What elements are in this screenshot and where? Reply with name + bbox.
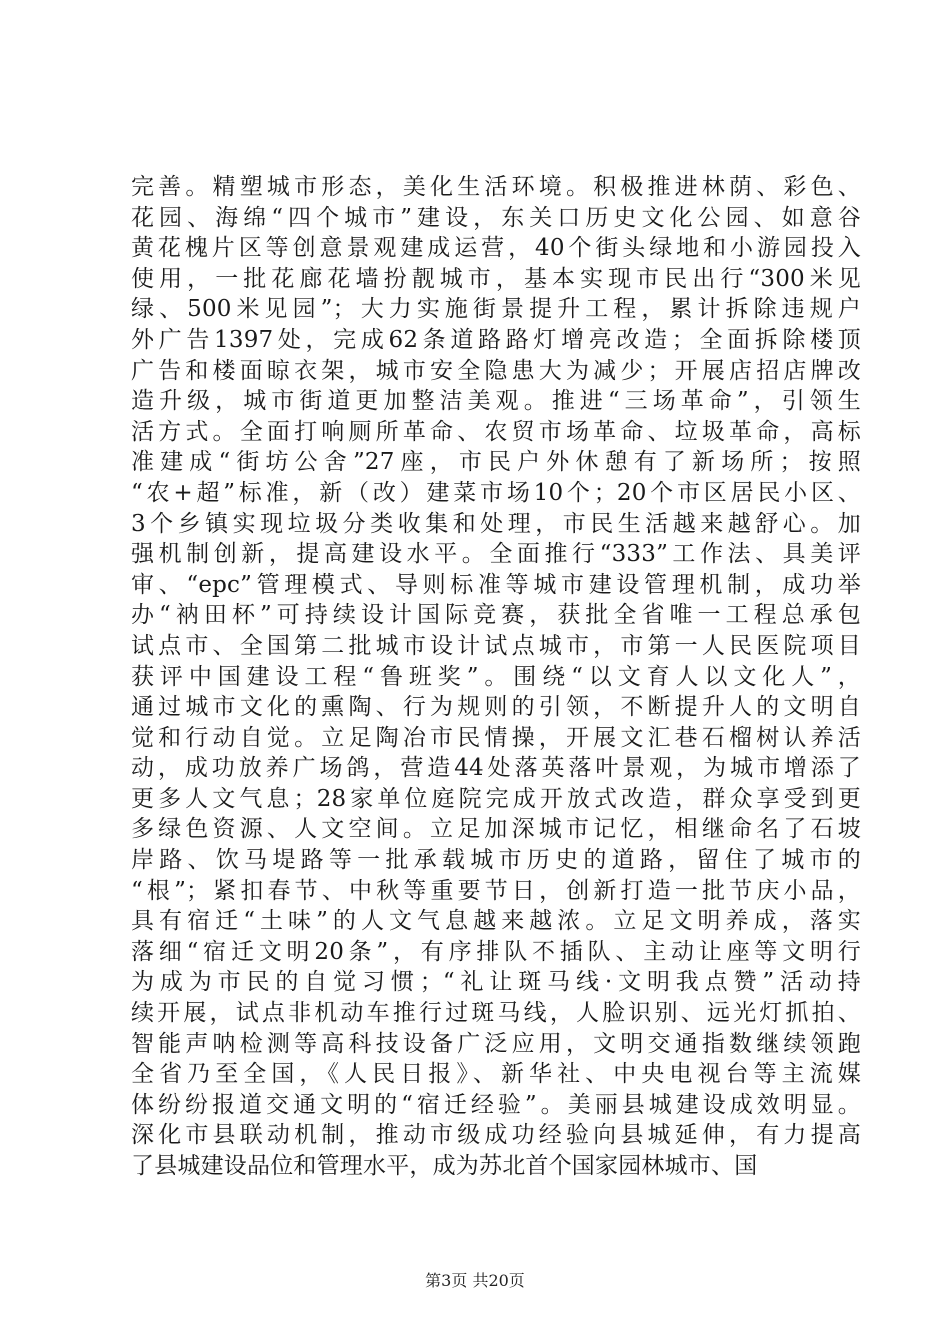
- text-line: 获评中国建设工程“鲁班奖”。围绕“以文育人以文化人”，: [131, 663, 861, 690]
- text-line: 多绿色资源、人文空间。立足加深城市记忆，相继命名了石坡: [131, 816, 861, 843]
- text-line: 试点市、全国第二批城市设计试点城市，市第一人民医院项目: [131, 632, 861, 659]
- text-line: 岸路、饮马堤路等一批承载城市历史的道路，留住了城市的: [131, 847, 861, 874]
- text-line: 智能声呐检测等高科技设备广泛应用，文明交通指数继续领跑: [131, 1030, 861, 1057]
- text-line: 绿、500米见园”；大力实施街景提升工程，累计拆除违规户: [131, 296, 861, 323]
- text-line: 使用，一批花廊花墙扮靓城市，基本实现市民出行“300米见: [131, 265, 861, 292]
- text-line: 活方式。全面打响厕所革命、农贸市场革命、垃圾革命，高标: [131, 418, 861, 445]
- text-line: 通过城市文化的熏陶、行为规则的引领，不断提升人的文明自: [131, 694, 861, 721]
- text-line: 准建成“街坊公舍”27座，市民户外休憩有了新场所；按照: [131, 449, 861, 476]
- page-number-footer: 第3页 共20页: [425, 1271, 525, 1290]
- text-line: 觉和行动自觉。立足陶冶市民情操，开展文汇巷石榴树认养活: [131, 724, 861, 751]
- text-line: 花园、海绵“四个城市”建设，东关口历史文化公园、如意谷: [131, 204, 861, 231]
- text-line: 3个乡镇实现垃圾分类收集和处理，市民生活越来越舒心。加: [131, 510, 861, 537]
- text-line: 具有宿迁“土味”的人文气息越来越浓。立足文明养成，落实: [131, 908, 861, 935]
- text-line: 审、“epc”管理模式、导则标准等城市建设管理机制，成功举: [131, 571, 861, 598]
- text-line: 全省乃至全国，《人民日报》、新华社、中央电视台等主流媒: [131, 1061, 861, 1088]
- text-line: 体纷纷报道交通文明的“宿迁经验”。美丽县城建设成效明显。: [131, 1091, 861, 1118]
- text-line: 落细“宿迁文明20条”，有序排队不插队、主动让座等文明行: [131, 938, 861, 965]
- text-line: 黄花槐片区等创意景观建成运营，40个街头绿地和小游园投入: [131, 235, 861, 262]
- text-line: 深化市县联动机制，推动市级成功经验向县城延伸，有力提高: [131, 1122, 861, 1149]
- text-line: 更多人文气息；28家单位庭院完成开放式改造，群众享受到更: [131, 785, 861, 812]
- text-line: 外广告1397处，完成62条道路路灯增亮改造；全面拆除楼顶: [131, 326, 861, 353]
- text-line: 办“衲田杯”可持续设计国际竞赛，获批全省唯一工程总承包: [131, 602, 861, 629]
- body-paragraph: [131, 172, 861, 1182]
- text-line: 续开展，试点非机动车推行过斑马线，人脸识别、远光灯抓拍、: [131, 1000, 861, 1027]
- text-line: 广告和楼面晾衣架，城市安全隐患大为减少；开展店招店牌改: [131, 357, 861, 384]
- text-line: 了县城建设品位和管理水平，成为苏北首个国家园林城市、国: [131, 1153, 758, 1179]
- text-line: 完善。精塑城市形态，美化生活环境。积极推进林荫、彩色、: [131, 174, 861, 200]
- text-line: “根”；紧扣春节、中秋等重要节日，创新打造一批节庆小品，: [131, 877, 861, 904]
- text-line: 动，成功放养广场鸽，营造44处落英落叶景观，为城市增添了: [131, 755, 861, 782]
- text-line: 强机制创新，提高建设水平。全面推行“333”工作法、具美评: [131, 541, 861, 568]
- text-line: 为成为市民的自觉习惯；“礼让斑马线·文明我点赞”活动持: [131, 969, 861, 996]
- text-line: “农+超”标准，新（改）建菜市场10个；20个市区居民小区、: [131, 479, 861, 506]
- text-line: 造升级，城市街道更加整洁美观。推进“三场革命”，引领生: [131, 388, 861, 415]
